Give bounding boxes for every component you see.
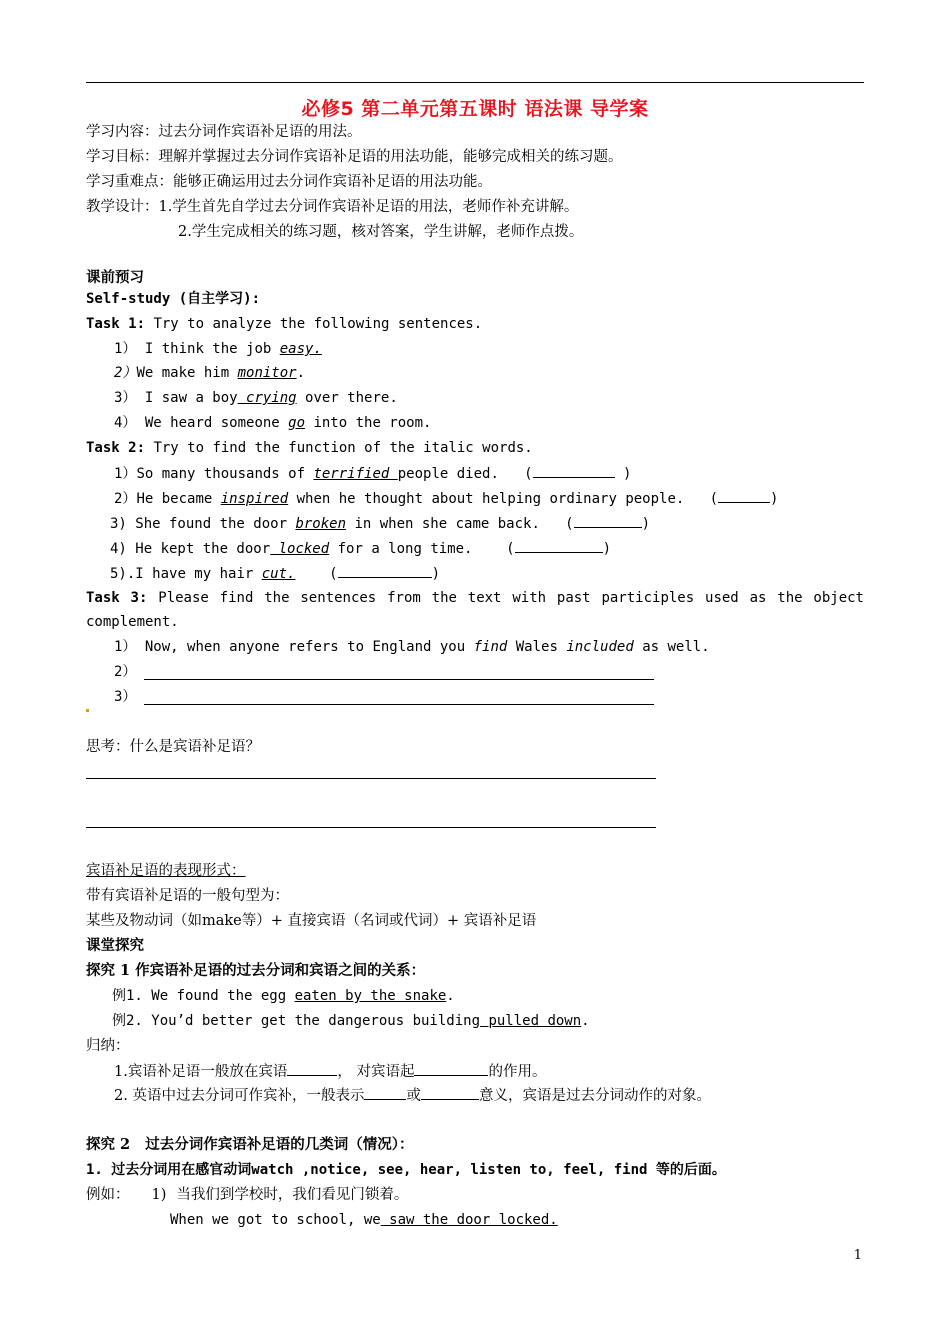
item-text: We make him xyxy=(136,365,238,381)
item-text: I saw a boy xyxy=(136,390,238,406)
item-text-post: for a long time. ( xyxy=(329,541,515,557)
item-text-post: when he thought about helping ordinary people. ( xyxy=(288,491,719,507)
explore2-example-cn xyxy=(86,1185,408,1205)
item-number: 4） xyxy=(114,415,137,431)
think-answer-line-1[interactable] xyxy=(86,778,656,779)
item-number: 4) xyxy=(110,541,127,557)
item-text: She found the door xyxy=(126,516,296,532)
task3-answer-line-2[interactable] xyxy=(144,679,654,680)
paren-close: ) xyxy=(602,541,612,557)
task2-label: Task 2: xyxy=(86,440,146,456)
item-text-post: as well. xyxy=(633,639,710,655)
task2-text: Try to find the function of the italic words. xyxy=(145,440,533,456)
item-text-post: . xyxy=(296,365,306,381)
task1-item-3 xyxy=(114,388,398,408)
summary-text: 1.宾语补足语一般放在宾语 xyxy=(114,1064,288,1080)
italic-word: included xyxy=(566,639,634,655)
example-text: When we got to school, we xyxy=(170,1212,381,1228)
answer-blank[interactable] xyxy=(364,1085,406,1100)
explore1-example-1 xyxy=(112,986,455,1006)
task3-item-2 xyxy=(114,662,136,682)
item-text: He became xyxy=(136,491,221,507)
explore1-heading: 探究 1 作宾语补足语的过去分词和宾语之间的关系： xyxy=(86,962,426,979)
example-text-post: . xyxy=(581,1013,590,1029)
summary-text: 或 xyxy=(406,1088,421,1104)
explore2-example-en xyxy=(170,1210,558,1230)
example-underlined: eaten by the snake xyxy=(294,988,447,1004)
task3-answer-line-3[interactable] xyxy=(144,704,654,705)
task2-item-1 xyxy=(114,463,631,484)
answer-blank[interactable] xyxy=(421,1085,479,1100)
item-text-post: into the room. xyxy=(305,415,432,431)
item-number: 5). xyxy=(110,566,136,582)
example-underlined: pulled down xyxy=(480,1013,582,1029)
task2-line xyxy=(86,438,533,458)
italic-word: broken xyxy=(295,516,347,532)
task3-item-1 xyxy=(114,637,710,657)
example-text: 例1. We found the egg xyxy=(112,988,295,1004)
summary-point-2 xyxy=(114,1085,711,1106)
answer-blank[interactable] xyxy=(533,463,615,478)
summary-text: 意义，宾语是过去分词动作的对象。 xyxy=(478,1088,711,1104)
answer-blank[interactable] xyxy=(515,538,603,553)
task3-text: Please find the sentences from the text with past participles used as the object xyxy=(147,590,864,606)
item-number: 1） xyxy=(114,341,137,357)
summary-text: 的作用。 xyxy=(488,1064,547,1080)
task3-line xyxy=(86,588,864,608)
task3-text-cont: complement. xyxy=(86,614,179,630)
task2-item-3 xyxy=(110,513,650,534)
item-number: 3) xyxy=(110,516,127,532)
preview-heading: 课前预习 xyxy=(86,269,144,286)
item-number: 1） xyxy=(114,466,137,482)
summary-text: 2. 英语中过去分词可作宾补，一般表示 xyxy=(114,1088,365,1104)
intro-goal: 学习目标：理解并掌握过去分词作宾语补足语的用法功能，能够完成相关的练习题。 xyxy=(86,149,623,165)
item-text: I have my hair xyxy=(135,566,262,582)
italic-word: go xyxy=(288,415,306,431)
item-text: We heard someone xyxy=(136,415,289,431)
task3-item-3 xyxy=(114,687,136,707)
stray-dot xyxy=(86,709,89,712)
item-number: 2） xyxy=(114,365,137,381)
example-number: 1) xyxy=(151,1187,167,1203)
italic-word: terrified xyxy=(313,466,398,482)
italic-word: monitor xyxy=(237,365,297,381)
item-text: He kept the door xyxy=(126,541,271,557)
summary-text: ， 对宾语起 xyxy=(337,1064,415,1080)
italic-word: inspired xyxy=(220,491,289,507)
answer-blank[interactable] xyxy=(287,1061,337,1076)
task1-label: Task 1: xyxy=(86,316,146,332)
item-number: 2） xyxy=(114,491,137,507)
paren-close: ) xyxy=(431,566,441,582)
task1-text: Try to analyze the following sentences. xyxy=(145,316,483,332)
task2-item-4 xyxy=(110,538,611,559)
item-text-post: people died. ( xyxy=(397,466,533,482)
example-text-post: . xyxy=(446,988,455,1004)
task1-item-4 xyxy=(114,413,431,433)
item-text-mid: Wales xyxy=(507,639,567,655)
page-number: 1 xyxy=(853,1248,862,1263)
example-underlined: saw the door locked. xyxy=(380,1212,558,1228)
think-question: 思考：什么是宾语补足语？ xyxy=(86,739,260,755)
example-label: 例如： xyxy=(86,1187,130,1203)
summary-point-1 xyxy=(114,1061,546,1082)
italic-word: crying xyxy=(237,390,297,406)
item-text-post: over there. xyxy=(296,390,398,406)
task1-line xyxy=(86,314,482,334)
forms-line-2: 某些及物动词（如make等）+ 直接宾语（名词或代词）+ 宾语补足语 xyxy=(86,913,537,929)
task3-label: Task 3: xyxy=(86,590,148,606)
paren-close: ) xyxy=(641,516,651,532)
explore2-heading: 探究 2 过去分词作宾语补足语的几类词（情况）： xyxy=(86,1136,414,1153)
intro-key: 学习重难点：能够正确运用过去分词作宾语补足语的用法功能。 xyxy=(86,174,492,190)
italic-word: cut. xyxy=(261,566,296,582)
classroom-heading: 课堂探究 xyxy=(86,937,144,954)
page-title: 必修5 第二单元第五课时 语法课 导学案 xyxy=(301,98,649,120)
forms-line-1: 带有宾语补足语的一般句型为： xyxy=(86,888,289,904)
item-text-post: in when she came back. ( xyxy=(346,516,574,532)
answer-blank[interactable] xyxy=(574,513,642,528)
answer-blank[interactable] xyxy=(414,1061,488,1076)
selfstudy-heading: Self-study (自主学习): xyxy=(86,291,261,307)
item-number: 3） xyxy=(114,689,137,705)
paren-close: ) xyxy=(770,491,779,507)
answer-blank[interactable] xyxy=(718,488,770,503)
italic-word: easy. xyxy=(279,341,322,357)
intro-design-2: 2.学生完成相关的练习题，核对答案，学生讲解，老师作点拨。 xyxy=(178,224,584,240)
item-text: I think the job xyxy=(136,341,280,357)
header-rule xyxy=(86,82,864,83)
paren-close: ) xyxy=(614,466,632,482)
task2-item-5 xyxy=(110,563,440,584)
summary-label: 归纳： xyxy=(86,1038,130,1054)
example-chinese: 当我们到学校时，我们看见门锁着。 xyxy=(176,1187,409,1203)
intro-design-1: 教学设计：1.学生首先自学过去分词作宾语补足语的用法，老师作补充讲解。 xyxy=(86,199,579,215)
item-number: 2） xyxy=(114,664,137,680)
task1-item-2 xyxy=(114,363,305,383)
forms-heading: 宾语补足语的表现形式： xyxy=(86,863,246,879)
item-number: 3） xyxy=(114,390,137,406)
italic-word: locked xyxy=(270,541,330,557)
item-text-post: ( xyxy=(295,566,338,582)
answer-blank[interactable] xyxy=(338,563,432,578)
italic-word: find xyxy=(473,639,508,655)
think-answer-line-2[interactable] xyxy=(86,827,656,828)
task2-item-2 xyxy=(114,488,778,509)
example-text: 例2. You’d better get the dangerous building xyxy=(112,1013,481,1029)
item-text: Now, when anyone refers to England you xyxy=(136,639,474,655)
intro-content: 学习内容：过去分词作宾语补足语的用法。 xyxy=(86,124,362,140)
explore2-point-1: 1. 过去分词用在感官动词watch ,notice, see, hear, listen to, feel, find 等的后面。 xyxy=(86,1162,726,1178)
task1-item-1 xyxy=(114,339,322,359)
item-text: So many thousands of xyxy=(136,466,314,482)
item-number: 1） xyxy=(114,639,137,655)
explore1-example-2 xyxy=(112,1011,590,1031)
